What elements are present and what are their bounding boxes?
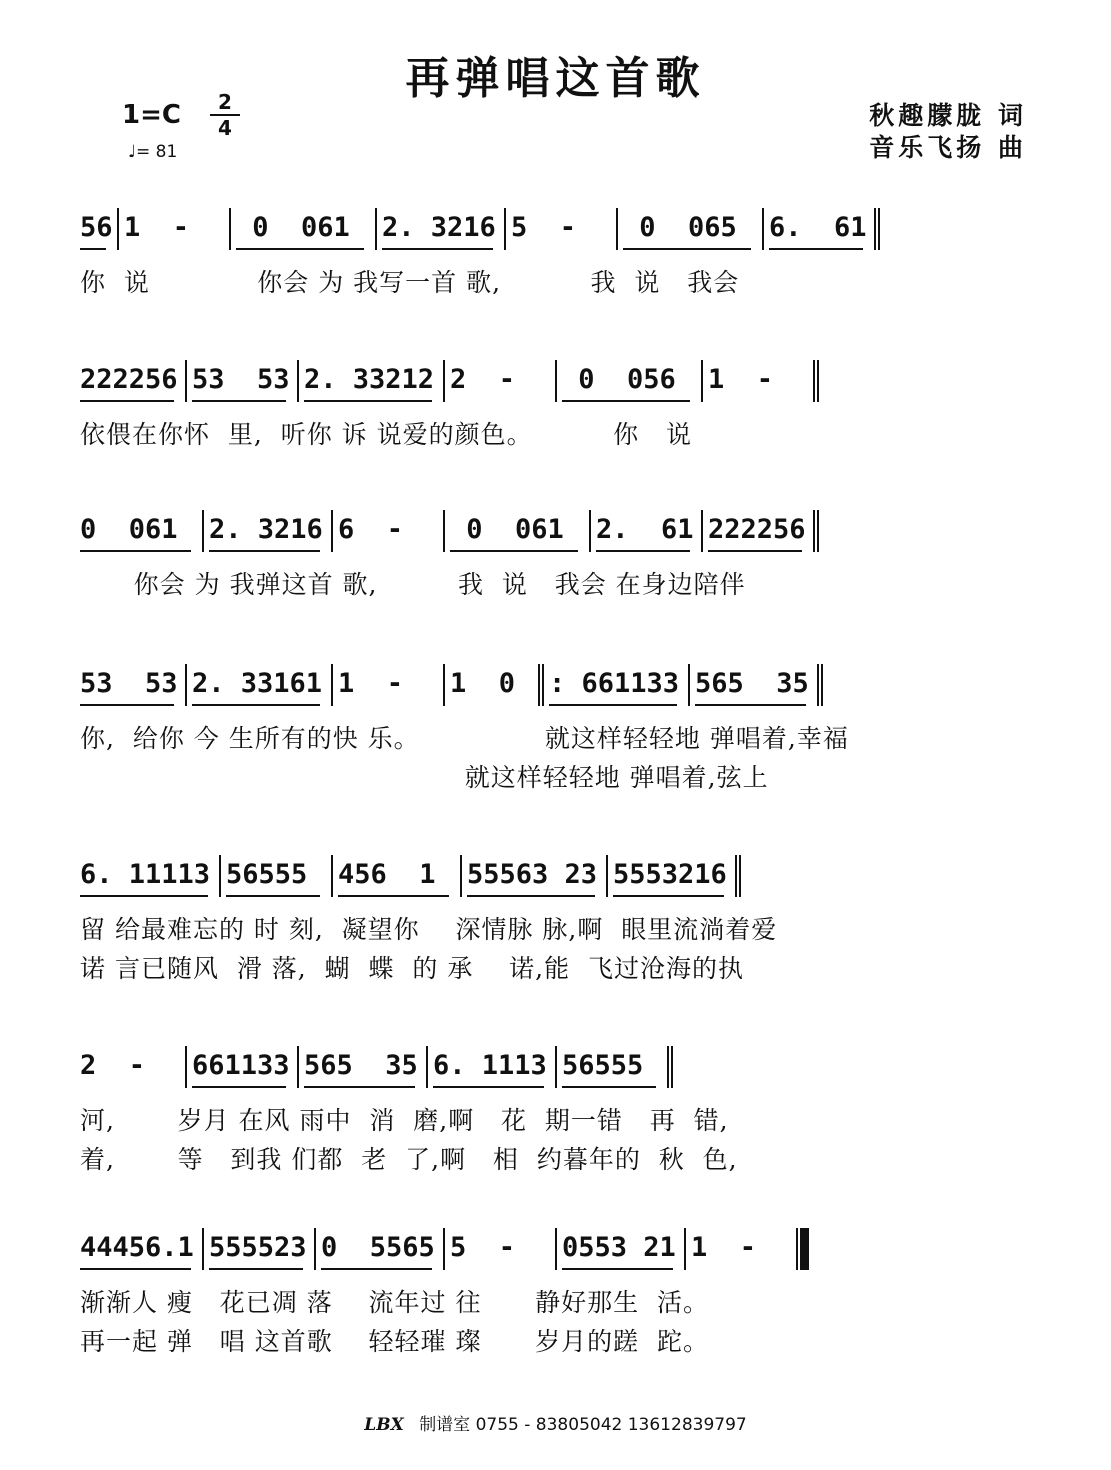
measure: 0 065 — [623, 212, 754, 243]
barline — [443, 360, 445, 402]
beam-underline — [562, 400, 690, 402]
brand-logo: LBX — [364, 1415, 404, 1435]
score-line-5 — [80, 855, 1035, 1055]
barline — [460, 855, 462, 897]
beam-underline — [433, 1086, 544, 1088]
time-signature-top: 2 — [218, 90, 232, 114]
measure: 5 - — [511, 212, 609, 243]
measure: 2. 61 — [596, 514, 694, 545]
beam-underline — [708, 550, 802, 552]
barline — [813, 510, 815, 552]
barline — [817, 664, 819, 706]
barline — [671, 1046, 673, 1088]
measure: 5 - — [450, 1232, 548, 1263]
phone-number-1: 0755 - 83805042 — [475, 1415, 623, 1435]
score-line-4 — [80, 664, 1035, 864]
barline — [555, 1046, 557, 1088]
barline — [375, 208, 377, 250]
barline — [202, 1228, 204, 1270]
measure: 0553 21 — [562, 1232, 676, 1263]
barline — [796, 1228, 798, 1270]
barline — [616, 208, 618, 250]
measure: 2. 3216 — [382, 212, 496, 243]
barline — [606, 855, 608, 897]
measure: 2 - — [80, 1050, 178, 1081]
barline — [443, 664, 445, 706]
barline — [684, 1228, 686, 1270]
measure: 222256 — [80, 364, 178, 395]
measure: 56555 — [226, 859, 324, 890]
barline — [331, 664, 333, 706]
measure: : 661133 — [549, 668, 680, 699]
beam-underline — [613, 895, 724, 897]
barline — [817, 360, 819, 402]
measure: 6. 61 — [769, 212, 867, 243]
beam-underline — [80, 400, 174, 402]
measure: 565 35 — [304, 1050, 418, 1081]
beam-underline — [562, 1086, 656, 1088]
barline — [538, 664, 540, 706]
barline — [331, 510, 333, 552]
barline — [688, 664, 690, 706]
barline — [117, 208, 119, 250]
measure: 1 - — [691, 1232, 789, 1263]
barline — [185, 664, 187, 706]
studio-name: 制谱室 — [419, 1415, 471, 1435]
barline — [504, 208, 506, 250]
lyrics-line-5-verse-2: 诺 言已随风 滑 落, 蝴 蝶 的 承 诺,能 飞过沧海的执 — [80, 954, 744, 983]
measure: 661133 — [192, 1050, 290, 1081]
barline — [443, 510, 445, 552]
measure: 55563 23 — [467, 859, 598, 890]
score-line-6 — [80, 1046, 1035, 1246]
lyrics-line-6-verse-2: 着, 等 到我 们都 老 了,啊 相 约暮年的 秋 色, — [80, 1145, 738, 1174]
barline — [219, 855, 221, 897]
barline — [443, 1228, 445, 1270]
notes-line-1 — [80, 208, 1035, 258]
barline — [735, 855, 737, 897]
beam-underline — [338, 895, 449, 897]
beam-underline — [209, 1268, 303, 1270]
measure: 2. 33212 — [304, 364, 435, 395]
beam-underline — [596, 550, 690, 552]
beam-underline — [321, 1268, 432, 1270]
barline — [813, 360, 815, 402]
lyrics-line-7-verse-2: 再一起 弹 唱 这首歌 轻轻璀 璨 岁月的蹉 跎。 — [80, 1327, 710, 1356]
notes-line-4 — [80, 664, 1035, 714]
lyrics-line-4-verse-2: 就这样轻轻地 弹唱着,弦上 — [80, 763, 769, 792]
time-signature-bottom: 4 — [218, 116, 232, 140]
notes-line-6 — [80, 1046, 1035, 1096]
lyrics-line-7-verse-1: 渐渐人 瘦 花已凋 落 流年过 往 静好那生 活。 — [80, 1288, 710, 1317]
measure: 6 - — [338, 514, 436, 545]
beam-underline — [192, 1086, 286, 1088]
barline — [297, 360, 299, 402]
measure: 1 - — [124, 212, 222, 243]
phone-number-2: 13612839797 — [627, 1415, 747, 1435]
notes-line-7 — [80, 1228, 1035, 1278]
measure: 53 53 — [192, 364, 290, 395]
measure: 222256 — [708, 514, 806, 545]
beam-underline — [192, 400, 286, 402]
measure: 2. 33161 — [192, 668, 323, 699]
measure: 456 1 — [338, 859, 452, 890]
beam-underline — [80, 704, 174, 706]
lyrics-line-6-verse-1: 河, 岁月 在风 雨中 消 磨,啊 花 期一错 再 错, — [80, 1106, 729, 1135]
measure: 555523 — [209, 1232, 307, 1263]
beam-underline — [80, 1268, 191, 1270]
barline — [589, 510, 591, 552]
beam-underline — [209, 550, 320, 552]
beam-underline — [562, 1268, 673, 1270]
measure: 6. 11113 — [80, 859, 211, 890]
footer — [0, 1410, 1111, 1435]
barline — [202, 510, 204, 552]
beam-underline — [80, 550, 191, 552]
measure: 1 - — [708, 364, 806, 395]
score-line-7 — [80, 1228, 1035, 1428]
measure: 0 061 — [450, 514, 581, 545]
measure: 1 - — [338, 668, 436, 699]
lyrics-line-2-verse-1: 依偎在你怀 里, 听你 诉 说爱的颜色。 你 说 — [80, 420, 692, 449]
lyrics-line-4-verse-1: 你, 给你 今 生所有的快 乐。 就这样轻轻地 弹唱着,幸福 — [80, 724, 849, 753]
beam-underline — [695, 704, 806, 706]
measure: 0 056 — [562, 364, 693, 395]
barline — [667, 1046, 669, 1088]
beam-underline — [549, 704, 677, 706]
tempo-marking: ♩= 81 — [128, 142, 178, 162]
barline — [331, 855, 333, 897]
measure: 0 061 — [236, 212, 367, 243]
barline — [185, 360, 187, 402]
barline — [878, 208, 880, 250]
measure: 0 061 — [80, 514, 194, 545]
measure: 56 — [80, 212, 113, 243]
barline — [297, 1046, 299, 1088]
barline — [821, 664, 823, 706]
barline — [314, 1228, 316, 1270]
measure: 1 0 — [450, 668, 532, 699]
notes-line-2 — [80, 360, 1035, 410]
barline — [229, 208, 231, 250]
notes-line-3 — [80, 510, 1035, 560]
barline — [804, 1228, 809, 1270]
measure: 565 35 — [695, 668, 809, 699]
beam-underline — [236, 248, 364, 250]
beam-underline — [226, 895, 320, 897]
beam-underline — [304, 400, 432, 402]
barline — [701, 360, 703, 402]
barline — [185, 1046, 187, 1088]
measure: 56555 — [562, 1050, 660, 1081]
song-title: 再弹唱这首歌 — [405, 53, 706, 104]
lyrics-line-3-verse-1: 你会 为 我弹这首 歌, 我 说 我会 在身边陪伴 — [80, 570, 746, 599]
measure: 6. 1113 — [433, 1050, 547, 1081]
beam-underline — [382, 248, 493, 250]
composer-credit: 音乐飞扬 曲 — [869, 133, 1027, 162]
measure: 2 - — [450, 364, 548, 395]
measure: 0 5565 — [321, 1232, 435, 1263]
lyricist-credit: 秋趣朦胧 词 — [869, 101, 1027, 130]
lyrics-line-1-verse-1: 你 说 你会 为 我写一首 歌, 我 说 我会 — [80, 268, 740, 297]
beam-underline — [192, 704, 320, 706]
beam-underline — [623, 248, 751, 250]
beam-underline — [80, 248, 106, 250]
barline — [762, 208, 764, 250]
beam-underline — [769, 248, 863, 250]
barline — [701, 510, 703, 552]
beam-underline — [467, 895, 595, 897]
barline — [555, 360, 557, 402]
measure: 53 53 — [80, 668, 178, 699]
measure: 2. 3216 — [209, 514, 323, 545]
lyrics-line-5-verse-1: 留 给最难忘的 时 刻, 凝望你 深情脉 脉,啊 眼里流淌着爱 — [80, 915, 778, 944]
barline — [739, 855, 741, 897]
barline — [817, 510, 819, 552]
barline — [542, 664, 544, 706]
barline — [874, 208, 876, 250]
beam-underline — [80, 895, 208, 897]
measure: 5553216 — [613, 859, 727, 890]
measure: 44456.1 — [80, 1232, 194, 1263]
beam-underline — [304, 1086, 415, 1088]
barline — [426, 1046, 428, 1088]
beam-underline — [450, 550, 578, 552]
notes-line-5 — [80, 855, 1035, 905]
key-signature: 1=C — [122, 100, 181, 130]
barline — [555, 1228, 557, 1270]
